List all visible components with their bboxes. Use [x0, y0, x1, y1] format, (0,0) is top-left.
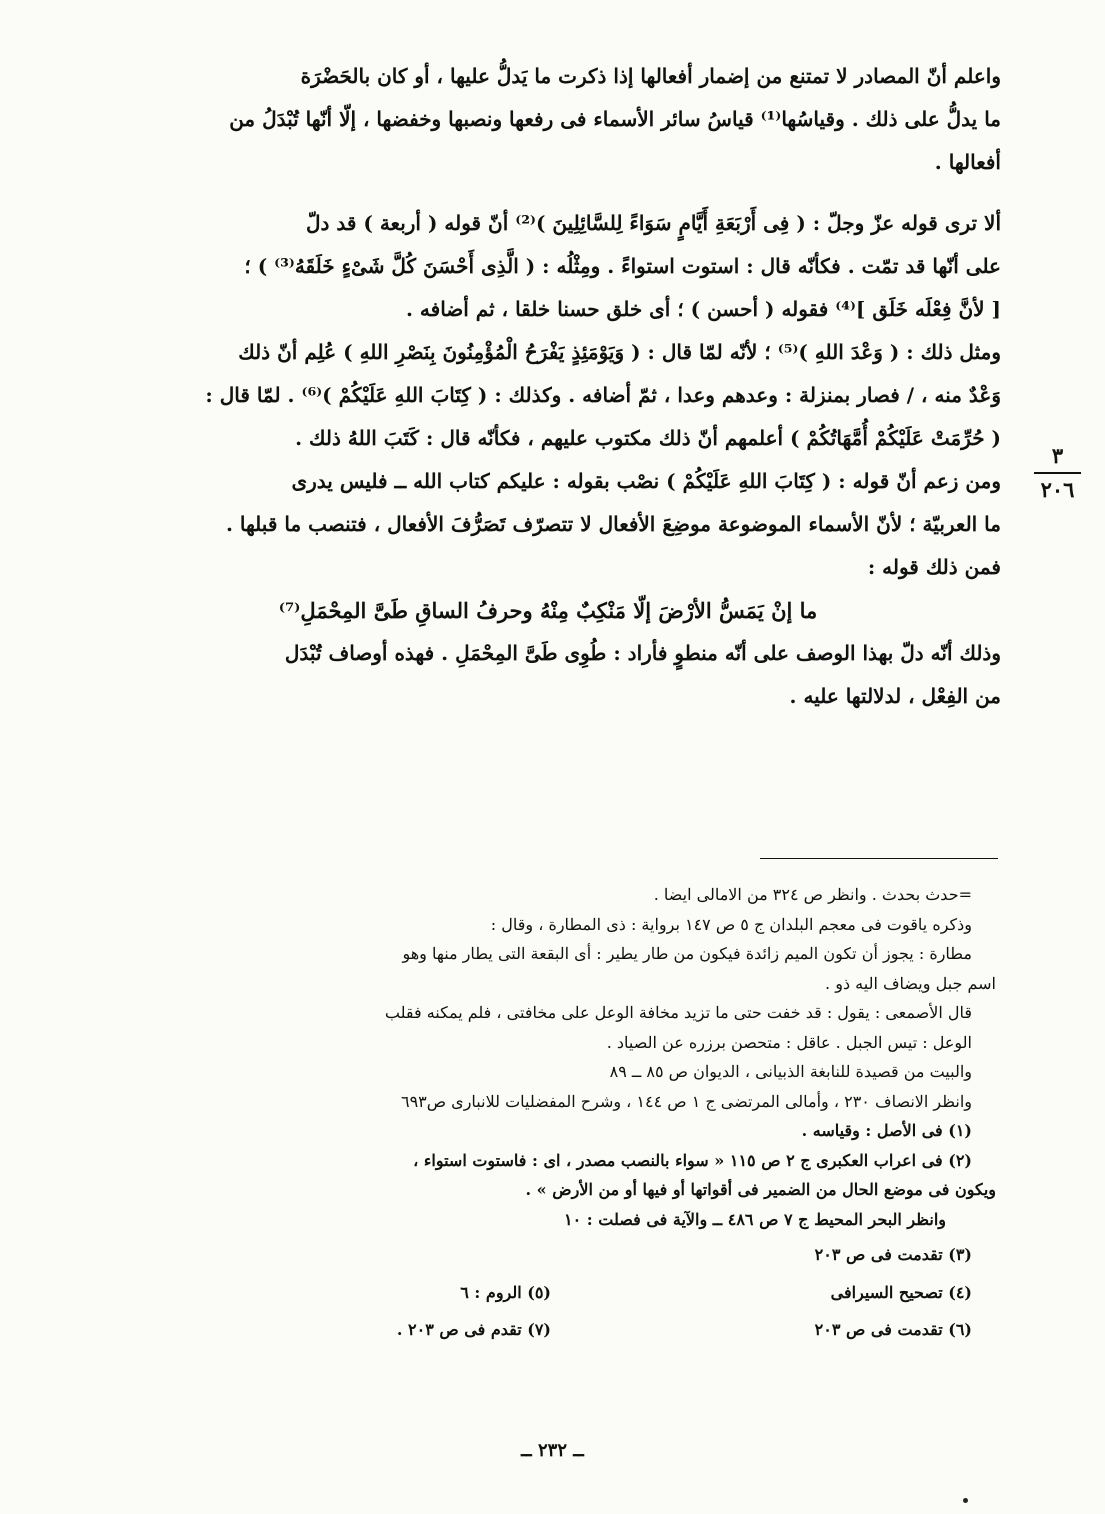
footnote-row — [130, 1278, 996, 1308]
footnote-4: (٤) تصحيح السيرافى — [830, 1282, 972, 1302]
footnote-line: ويكون فى موضع الحال من الضمير فى أقواتها أو فيها أو من الأرض » . — [525, 1180, 996, 1199]
text-line: ومثل ذلك : ( وَعْدَ اللهِ )⁽⁵⁾ ؛ لأنّه لمّا قال : ( وَيَوْمَئِذٍ يَفْرَحُ الْمُؤْمِنُونَ بِنَصْرِ اللهِ ) عُلِم أنّ ذلك — [238, 340, 1001, 364]
text-line: على أنّها قد تمّت . فكأنّه قال : استوت استواءً . ومِثْلُه : ( الَّذِى أَحْسَنَ كُلَّ شَىْءٍ خَلَقَهُ⁽³⁾ ) ؛ — [244, 254, 1001, 278]
footnotes — [130, 880, 996, 1345]
text-line: ومن زعم أنّ قوله : ( كِتَابَ اللهِ عَلَيْكُمْ ) نصْب بقوله : عليكم كتاب الله ــ فليس يدرى — [291, 469, 1001, 493]
ink-speck — [963, 1498, 968, 1503]
footnote-line: والبيت من قصيدة للنابغة الذبيانى ، الديوان ص ٨٥ ــ ٨٩ — [609, 1062, 972, 1081]
margin-page-reference — [1030, 442, 1085, 504]
text-line: ( حُرِّمَتْ عَلَيْكُمْ أُمَّهَاتُكُمْ ) أعلمهم أنّ ذلك مكتوب عليهم ، فكأنّه قال : كَتَبَ اللهُ ذلك . — [295, 426, 1001, 450]
footnote-7: (٧) تقدم فى ص ٢٠٣ . — [396, 1320, 551, 1339]
footnote-line: وانظر الانصاف ٢٣٠ ، وأمالى المرتضى ج ١ ص ١٤٤ ، وشرح المفضليات للانبارى ص٦٩٣ — [400, 1091, 972, 1111]
text-line: ما العربيّة ؛ لأنّ الأسماء الموضوعة موضِعَ الأفعال لا تتصرّف تَصَرُّفَ الأفعال ، فتنصب ما قبلها . — [225, 512, 1001, 536]
footnote-line: (٣) تقدمت فى ص ٢٠٣ — [814, 1245, 972, 1264]
text-line: واعلم أنّ المصادر لا تمتنع من إضمار أفعالها إذا ذكرت ما يَدلُّ عليها ، أو كان بالحَضْرَة — [300, 64, 1001, 88]
main-text — [135, 55, 1001, 718]
footnote-5: (٥) الروم : ٦ — [460, 1282, 551, 1302]
footnote-line: اسم جبل ويضاف اليه ذو . — [825, 973, 996, 993]
text-line: أفعالها . — [934, 150, 1001, 174]
text-line: ما يدلُّ على ذلك . وقياسُها⁽¹⁾ قياسُ سائر الأسماء فى رفعها ونصبها وخفضها ، إلّا أنّها تُبْدَلُ من — [229, 107, 1001, 131]
footnote-separator — [760, 858, 998, 859]
footnote-line: (٢) فى اعراب العكبرى ج ٢ ص ١١٥ « سواء بالنصب مصدر ، اى : فاستوت استواء ، — [413, 1150, 972, 1170]
poetry-verse: ما إنْ يَمَسُّ الأرْضَ إلّا مَنْكِبٌ مِنْهُ وحرفُ الساقِ طَىَّ المِحْمَلِ⁽⁷⁾ — [278, 598, 818, 623]
page-number: ــ ٢٣٢ ــ — [521, 1440, 584, 1461]
margin-number-bottom: ٢٠٦ — [1040, 477, 1075, 502]
footnote-line: (١) فى الأصل : وقياسه . — [801, 1121, 972, 1140]
footnote-line: الوعل : تيس الجبل . عاقل : متحصن برزره عن الصياد . — [606, 1032, 972, 1052]
footnote-line: قال الأصمعى : يقول : قد خفت حتى ما تزيد مخافة الوعل على مخافتى ، فلم يمكنه فقلب — [384, 1003, 972, 1022]
footnote-row — [130, 1315, 996, 1345]
footnote-6: (٦) تقدمت فى ص ٢٠٣ — [814, 1320, 972, 1339]
text-line: من الفِعْل ، لدلالتها عليه . — [789, 684, 1001, 708]
margin-number-top: ٣ — [1051, 443, 1064, 468]
margin-divider — [1034, 472, 1081, 474]
text-line: فمن ذلك قوله : — [867, 555, 1001, 579]
text-line: [ لأنَّ فِعْلَه خَلَق ]⁽⁴⁾ فقوله ( أحسن ) ؛ أى خلق حسنا خلقا ، ثم أضافه . — [406, 297, 1001, 321]
footnote-line: =حدث بحدث . وانظر ص ٣٢٤ من الامالى ايضا . — [653, 885, 972, 904]
text-line: وَعْدٌ منه ، / فصار بمنزلة : وعدهم وعدا ، ثمّ أضافه . وكذلك : ( كِتَابَ اللهِ عَلَيْكُمْ )⁽⁶⁾ . لمّا قال : — [205, 383, 1001, 407]
text-line: وذلك أنّه دلّ بهذا الوصف على أنّه منطوٍ فأراد : طُوِى طَىَّ المِحْمَلِ . فهذه أوصاف تُبْدَل — [284, 641, 1001, 665]
footnote-line: مطارة : يجوز أن تكون الميم زائدة فيكون من طار يطير : أى البقعة التى يطار منها وهو — [402, 944, 972, 963]
footnote-line: وانظر البحر المحيط ج ٧ ص ٤٨٦ ــ والآية فى فصلت : ١٠ — [564, 1209, 946, 1229]
text-line: ألا ترى قوله عزّ وجلّ : ( فِى أَرْبَعَةِ أَيَّامٍ سَوَاءً لِلسَّائِلِينَ )⁽²⁾ أنّ قوله ( أربعة ) قد دلّ — [305, 211, 1001, 235]
footnote-line: وذكره ياقوت فى معجم البلدان ج ٥ ص ١٤٧ برواية : ذى المطارة ، وقال : — [490, 914, 972, 934]
